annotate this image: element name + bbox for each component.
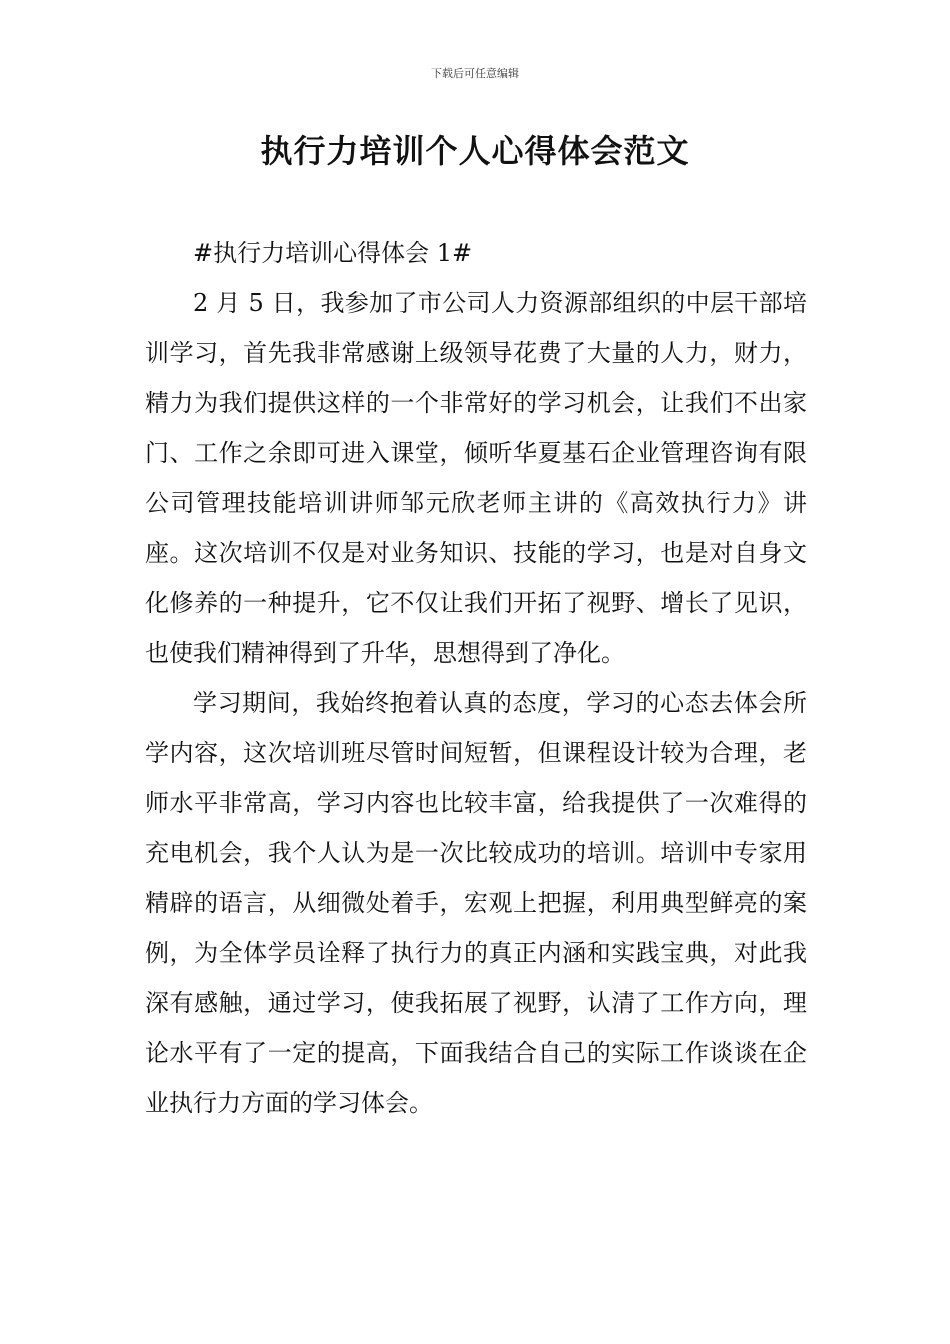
paragraph-1: 2 月 5 日，我参加了市公司人力资源部组织的中层干部培训学习，首先我非常感谢上级领导花费了大量的人力，财力，精力为我们提供这样的一个非常好的学习机会，让我们不出家门、工作之余即可进入课堂，倾听华夏基石企业管理咨询有限公司管理技能培训讲师邹元欣老师主讲的《高效执行力》讲座。这次培训不仅是对业务知识、技能的学习，也是对自身文化修养的一种提升，它不仅让我们开拓了视野、增长了见识，也使我们精神得到了升华，思想得到了净化。: [145, 289, 807, 667]
section-heading: #执行力培训心得体会 1#: [193, 239, 473, 267]
paragraph-2: 学习期间，我始终抱着认真的态度，学习的心态去体会所学内容，这次培训班尽管时间短暂，但课程设计较为合理，老师水平非常高，学习内容也比较丰富，给我提供了一次难得的充电机会，我个人认为是一次比较成功的培训。培训中专家用精辟的语言，从细微处着手，宏观上把握，利用典型鲜亮的案例，为全体学员诠释了执行力的真正内涵和实践宝典，对此我深有感触，通过学习，使我拓展了视野，认清了工作方向，理论水平有了一定的提高，下面我结合自己的实际工作谈谈在企业执行力方面的学习体会。: [145, 689, 807, 1117]
document-body: [145, 228, 807, 1128]
header-note: 下载后可任意编辑: [431, 67, 519, 80]
document-title: 执行力培训个人心得体会范文: [260, 132, 690, 170]
